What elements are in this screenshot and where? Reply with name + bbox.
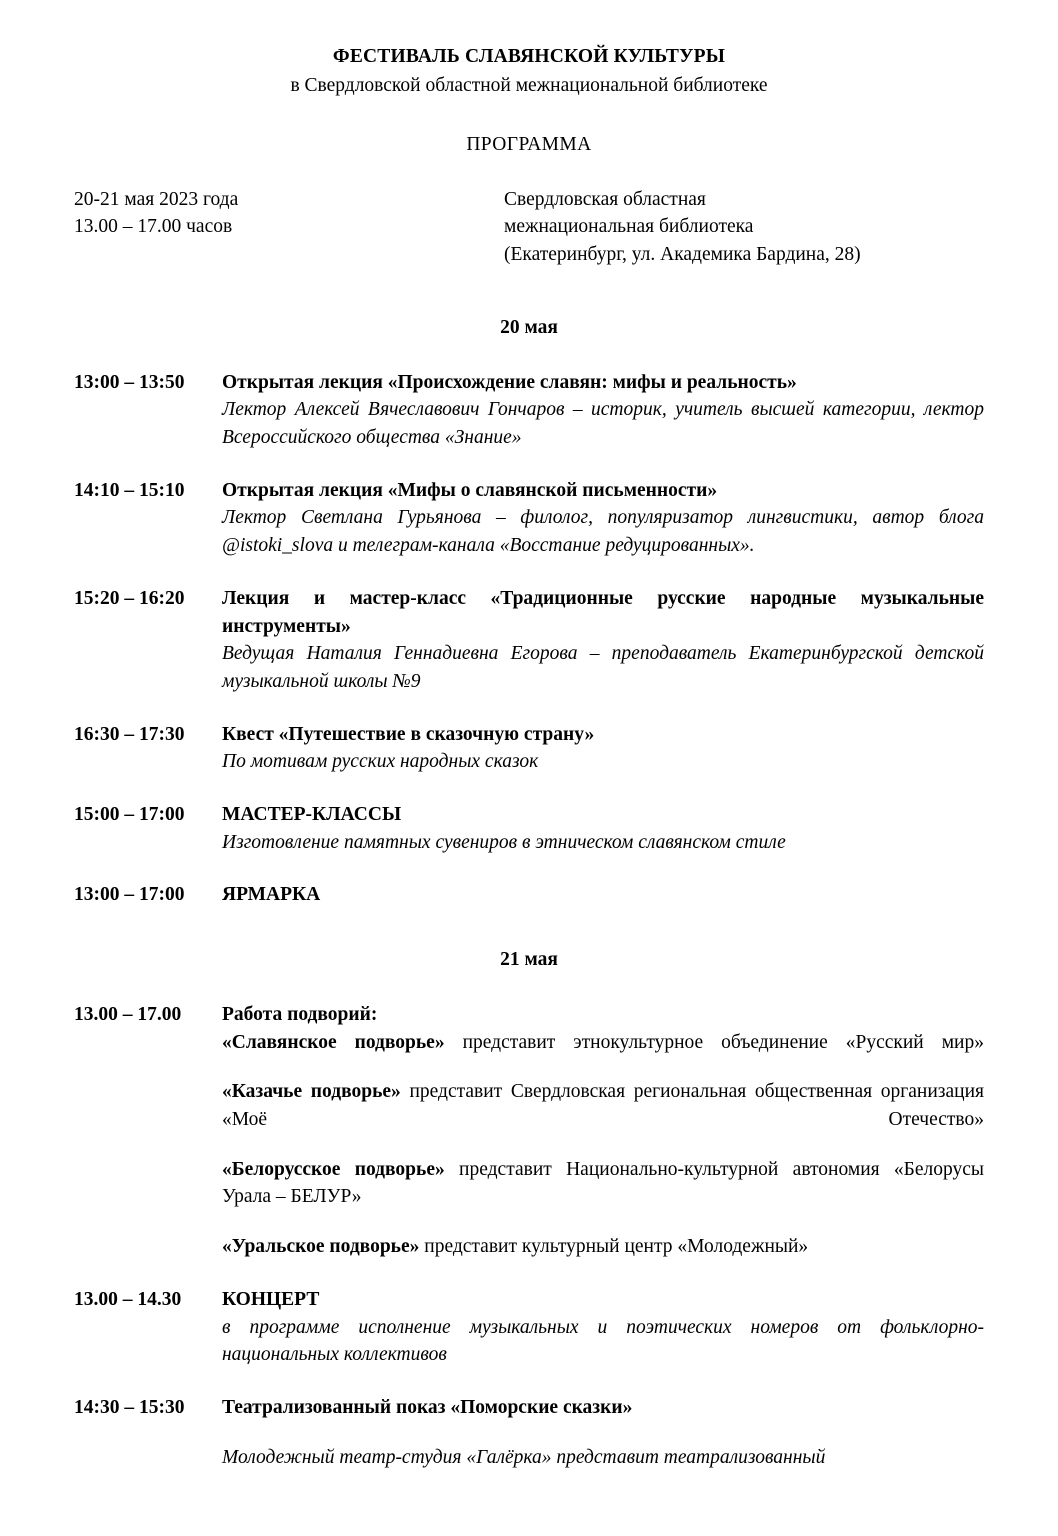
item-time: 13.00 – 14.30 xyxy=(74,1288,182,1310)
item-title: Открытая лекция «Мифы о славянской письменности» xyxy=(222,479,718,501)
courtyard-paragraph xyxy=(222,1156,984,1211)
day-heading-20: 20 мая xyxy=(500,316,558,338)
schedule-item xyxy=(74,1394,984,1471)
item-description: Лектор Алексей Вячеславович Гончаров – историк, учитель высшей категории, лектор Всероссийского общества «Знание» xyxy=(222,399,984,449)
item-time: 13:00 – 13:50 xyxy=(74,371,185,393)
title-block xyxy=(74,44,984,100)
event-meta xyxy=(74,186,984,269)
schedule-item xyxy=(74,1001,984,1261)
item-title: КОНЦЕРТ xyxy=(222,1288,320,1310)
item-time: 15:20 – 16:20 xyxy=(74,587,185,609)
item-body xyxy=(222,477,984,560)
courtyard-text: представит Национально-культурной автономия «Белорусы Урала – БЕЛУР» xyxy=(222,1158,985,1208)
schedule-item xyxy=(74,477,984,560)
program-heading: ПРОГРАММА xyxy=(466,133,592,155)
item-description: По мотивам русских народных сказок xyxy=(222,751,539,773)
item-description: Ведущая Наталия Геннадиевна Егорова – преподаватель Екатеринбургской детской музыкальной школы №9 xyxy=(222,643,984,692)
item-body xyxy=(222,881,984,909)
schedule-item xyxy=(74,369,984,452)
courtyard-name: «Славянское подворье» xyxy=(222,1031,445,1053)
page-subtitle: в Свердловской областной межнациональной библиотеке xyxy=(290,75,768,97)
item-description: Молодежный театр-студия «Галёрка» представит театрализованный xyxy=(222,1446,826,1468)
item-title: ЯРМАРКА xyxy=(222,884,321,906)
item-body xyxy=(222,585,984,696)
item-title: Работа подворий: xyxy=(222,1004,378,1025)
schedule-item xyxy=(74,1286,984,1369)
page-title: ФЕСТИВАЛЬ СЛАВЯНСКОЙ КУЛЬТУРЫ xyxy=(332,46,726,67)
item-description: Лектор Светлана Гурьянова – филолог, популяризатор лингвистики, автор блога @istoki_slova и телеграм-канала «Восстание редуцированных». xyxy=(222,507,984,557)
schedule-item xyxy=(74,721,984,776)
courtyard-paragraph xyxy=(222,1029,984,1057)
item-time: 15:00 – 17:00 xyxy=(74,803,185,825)
item-time: 13:00 – 17:00 xyxy=(74,884,185,906)
item-body xyxy=(222,801,984,856)
courtyard-paragraph xyxy=(222,1233,984,1261)
courtyard-name: «Уральское подворье» xyxy=(222,1236,420,1258)
item-time: 16:30 – 17:30 xyxy=(74,723,185,745)
courtyard-name: «Казачье подворье» xyxy=(222,1081,401,1103)
item-title: Квест «Путешествие в сказочную страну» xyxy=(222,723,595,745)
item-description: в программе исполнение музыкальных и поэтических номеров от фольклорно-национальных коллективов xyxy=(222,1316,984,1366)
day2-schedule xyxy=(74,1001,984,1471)
event-dates: 20-21 мая 2023 года xyxy=(74,188,239,210)
venue-address: (Екатеринбург, ул. Академика Бардина, 28) xyxy=(504,244,861,265)
event-meta-venue xyxy=(504,186,984,269)
event-meta-dates xyxy=(74,186,504,269)
item-title: Лекция и мастер-класс «Традиционные русские народные музыкальные инструменты» xyxy=(222,587,984,637)
item-time: 14:30 – 15:30 xyxy=(74,1396,185,1418)
day1-schedule xyxy=(74,369,984,909)
item-title: Открытая лекция «Происхождение славян: мифы и реальность» xyxy=(222,371,797,393)
courtyard-text: представит Свердловская региональная общественная организация «Моё Отечество» xyxy=(222,1081,984,1131)
item-body xyxy=(222,1001,984,1261)
schedule-item xyxy=(74,881,984,909)
courtyard-text: представит этнокультурное объединение «Русский мир» xyxy=(444,1031,984,1053)
venue-line-1: Свердловская областная xyxy=(504,188,706,210)
item-body xyxy=(222,369,984,452)
courtyard-paragraph xyxy=(222,1078,984,1133)
venue-line-2: межнациональная библиотека xyxy=(504,216,754,238)
schedule-item xyxy=(74,585,984,696)
item-body xyxy=(222,1394,984,1471)
schedule-item xyxy=(74,801,984,856)
item-title: Театрализованный показ «Поморские сказки» xyxy=(222,1396,633,1418)
item-body xyxy=(222,1286,984,1369)
item-time: 13.00 – 17.00 xyxy=(74,1004,182,1025)
item-time: 14:10 – 15:10 xyxy=(74,479,185,501)
courtyard-name: «Белорусское подворье» xyxy=(222,1158,445,1180)
event-time: 13.00 – 17.00 часов xyxy=(74,216,233,238)
day-heading-21: 21 мая xyxy=(500,949,558,970)
courtyard-text: представит культурный центр «Молодежный» xyxy=(419,1236,809,1258)
item-body xyxy=(222,721,984,776)
item-description: Изготовление памятных сувениров в этническом славянском стиле xyxy=(222,831,786,853)
item-title: МАСТЕР-КЛАССЫ xyxy=(222,803,402,825)
